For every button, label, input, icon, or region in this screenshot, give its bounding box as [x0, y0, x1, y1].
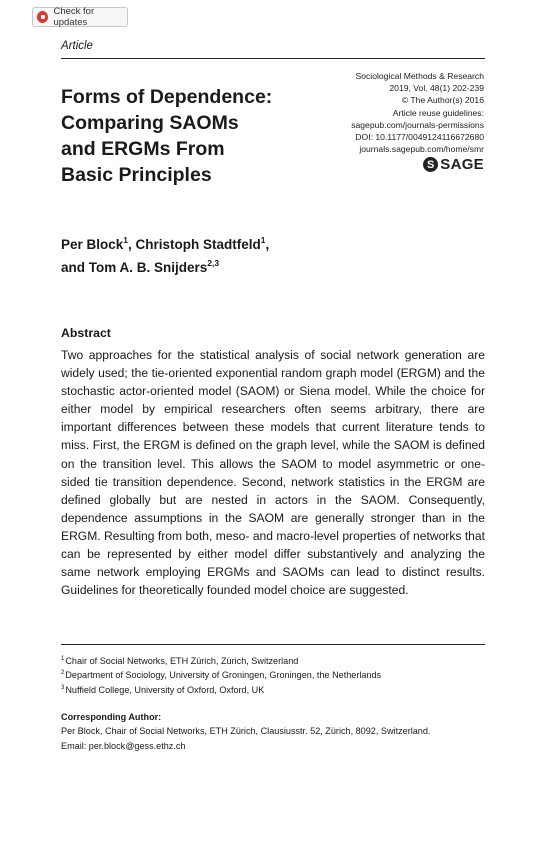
journal-volume: 2019, Vol. 48(1) 202-239 — [389, 83, 484, 94]
paper-title — [61, 84, 321, 188]
abstract-text: Two approaches for the statistical analysis of social network generation are widely used; the tie-oriented exponential random graph model (ERGM) and the stochastic actor-oriented model (SAOM) or Siena model. While the choice for either model by empirical researchers often seems arbitrary, there are important differences between these models that current literature tends to miss. First, the ERGM is defined on the graph level, while the SAOM is defined on the transition level. This allows the SAOM to model asymmetric or one-sided tie transition dependence. Second, network statistics in the ERGM are defined globally but are nested in actors in the SAOM. Consequently, dependence assumptions in the SAOM are generally stronger than in the ERGM. Resulting from both, meso- and macro-level properties of networks that can be represented by either model differ substantively and analyzing the same network employing ERGMs and SAOMs can lead to distinct results. Guidelines for theoretically founded model choice are suggested. — [61, 348, 485, 598]
footnote-text: Chair of Social Networks, ETH Zürich, Zürich, Switzerland — [65, 656, 299, 666]
reuse-link[interactable]: sagepub.com/journals-permissions — [351, 119, 484, 130]
sage-logo — [423, 156, 484, 173]
title-line: Basic Principles — [61, 164, 212, 186]
footnote-number: 1 — [61, 656, 65, 662]
article-type: Article — [61, 40, 93, 52]
affiliation-marker: 2,3 — [207, 258, 220, 268]
journal-name: Sociological Methods & Research — [355, 71, 484, 81]
author-line-1: Per Block$^1$, Christoph Stadtfeld$^1$, — [61, 235, 270, 252]
journal-homepage-link[interactable]: journals.sagepub.com/home/smr — [359, 144, 484, 155]
footnote-item — [61, 683, 491, 697]
corresponding-address: Per Block, Chair of Social Networks, ETH Zürich, Clausiusstr. 52, Zürich, 8092, Switzerland. — [61, 726, 431, 737]
check-for-updates-label: Check for updates — [53, 6, 95, 28]
affiliation-footnotes — [61, 654, 491, 697]
title-line: Comparing SAOMs — [61, 112, 239, 134]
journal-copyright: © The Author(s) 2016 — [401, 95, 484, 106]
affiliation-marker: 1 — [123, 235, 129, 245]
author-name[interactable]: Christoph Stadtfeld — [135, 237, 261, 252]
title-line: Forms of Dependence: — [61, 86, 273, 108]
sage-logo-text: SAGE — [440, 156, 484, 173]
author-line-2 — [61, 256, 269, 279]
footnote-number: 3 — [61, 684, 65, 691]
sage-logo-icon: S — [423, 157, 438, 172]
author-name[interactable]: Per Block — [61, 237, 124, 252]
author-prefix: and — [61, 260, 89, 275]
abstract-heading: Abstract — [61, 326, 111, 340]
footnote-number: 2 — [61, 670, 65, 677]
corresponding-heading: Corresponding Author: — [61, 712, 162, 722]
doi-link[interactable]: DOI: 10.1177/0049124116672680 — [355, 132, 484, 143]
author-name[interactable]: Tom A. B. Snijders — [88, 260, 208, 275]
corresponding-author — [61, 710, 491, 753]
footnote-item — [61, 668, 491, 682]
corresponding-email[interactable]: Email: per.block@gess.ethz.ch — [61, 740, 186, 751]
check-for-updates-button[interactable] — [32, 7, 128, 27]
footnote-item — [61, 654, 491, 668]
check-for-updates-icon — [37, 11, 48, 23]
header-rule — [61, 58, 485, 59]
footnote-rule — [61, 644, 485, 645]
footnote-text: Department of Sociology, University of Groningen, Groningen, the Netherlands — [65, 670, 382, 681]
affiliation-marker: 1 — [260, 235, 266, 245]
author-list — [61, 233, 269, 279]
footnote-text: Nuffield College, University of Oxford, Oxford, UK — [65, 684, 265, 695]
journal-info — [351, 70, 484, 155]
title-line: and ERGMs From — [61, 138, 225, 160]
reuse-label: Article reuse guidelines: — [392, 107, 484, 118]
